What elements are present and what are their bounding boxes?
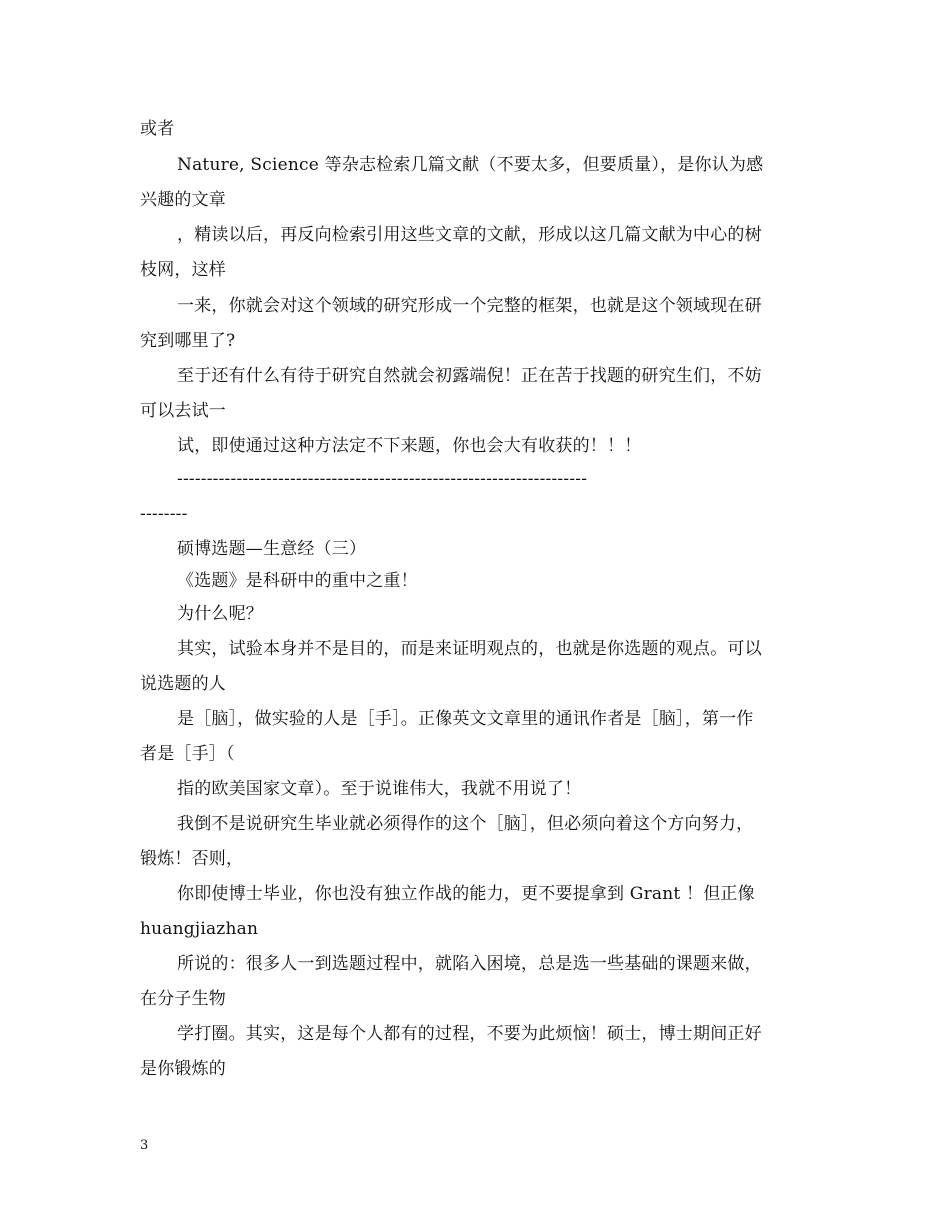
text-line: 指的欧美国家文章）。至于说谁伟大，我就不用说了！ [177,779,582,799]
separator-line: -------- [140,504,188,524]
text-line: 你即使博士毕业，你也没有独立作战的能力，更不要提拿到 Grant ！但正像 [177,884,755,904]
text-line: 是［脑］，做实验的人是［手］。正像英文文章里的通讯作者是［脑］，第一作 [177,709,754,729]
text-line: 在分子生物 [140,989,226,1009]
text-line: 究到哪里了? [140,331,236,351]
text-line: 其实，试验本身并不是目的，而是来证明观点的，也就是你选题的观点。可以 [177,639,762,659]
text-line: 是你锻炼的 [140,1059,226,1079]
text-line: huangjiazhan [140,919,259,939]
text-line: 试，即使通过这种方法定不下来题，你也会大有收获的！！！ [177,436,642,456]
text-line: 说选题的人 [140,674,226,694]
text-line: 兴趣的文章 [140,190,226,210]
text-line: Nature, Science 等杂志检索几篇文献（不要太多，但要质量），是你认为感 [177,155,764,175]
text-line: 《选题》是科研中的重中之重！ [177,571,418,591]
page-number: 3 [140,1138,149,1153]
text-line: 一来，你就会对这个领域的研究形成一个完整的框架，也就是这个领域现在研 [177,296,762,316]
text-line: 者是［手］（ [140,744,235,764]
text-line: 我倒不是说研究生毕业就必须得作的这个［脑］，但必须向着这个方向努力， [177,814,754,834]
text-line: 为什么呢？ [177,604,263,624]
text-line: 学打圈。其实，这是每个人都有的过程，不要为此烦恼！硕士，博士期间正好 [177,1024,762,1044]
text-line: 至于还有什么有待于研究自然就会初露端倪！正在苦于找题的研究生们，不妨 [177,366,762,386]
text-line: ，精读以后，再反向检索引用这些文章的文献，形成以这几篇文献为中心的树 [177,225,762,245]
text-line: 枝网，这样 [140,260,226,280]
text-line: 锻炼！否则， [140,849,244,869]
separator-line: --------------------------------------------------------------------- [177,469,588,489]
text-line: 所说的：很多人一到选题过程中，就陷入困境，总是选一些基础的课题来做， [177,954,762,974]
text-line: 或者 [140,119,175,139]
section-heading: 硕博选题—生意经（三） [177,539,367,559]
text-line: 可以去试一 [140,401,226,421]
